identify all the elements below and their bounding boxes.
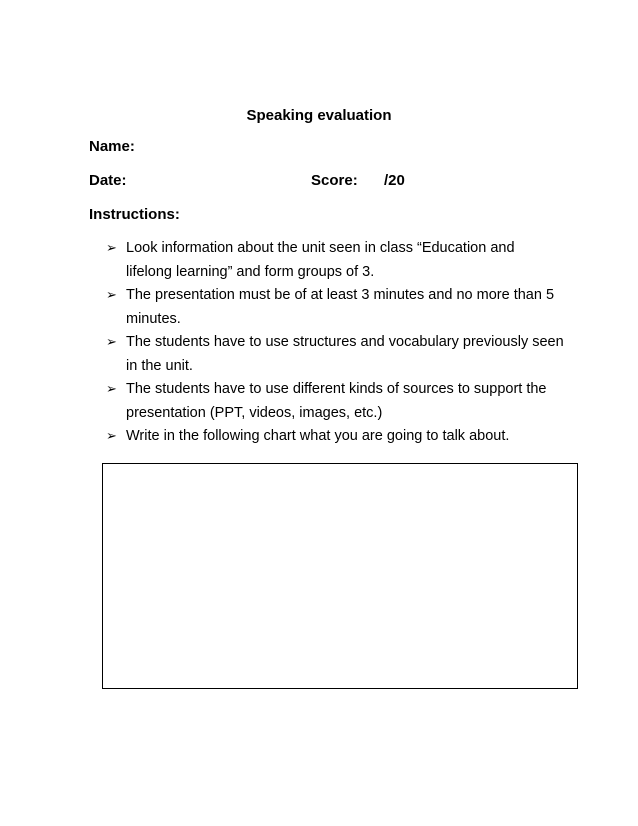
instruction-text: Write in the following chart what you are going to talk about. (126, 428, 510, 444)
name-label: Name: (89, 138, 135, 155)
arrowhead-bullet-icon: ➢ (106, 335, 117, 350)
arrowhead-bullet-icon: ➢ (106, 288, 117, 303)
score-value: /20 (384, 172, 405, 189)
instruction-text: The presentation must be of at least 3 minutes and no more than 5 minutes. (126, 287, 555, 327)
instruction-item (104, 237, 564, 284)
date-label: Date: (89, 172, 127, 189)
arrowhead-bullet-icon: ➢ (106, 241, 117, 256)
instruction-list (104, 237, 564, 449)
instruction-text: The students have to use different kinds of sources to support the presentation (PPT, videos, images, etc.) (126, 381, 547, 421)
instruction-item (104, 331, 564, 378)
instruction-text: Look information about the unit seen in class “Education and lifelong learning” and form groups of 3. (126, 240, 515, 280)
answer-chart-box[interactable] (102, 463, 578, 689)
instruction-item (104, 378, 564, 425)
page-title: Speaking evaluation (246, 107, 392, 124)
instructions-heading: Instructions: (89, 206, 180, 223)
arrowhead-bullet-icon: ➢ (106, 429, 117, 444)
arrowhead-bullet-icon: ➢ (106, 382, 117, 397)
instruction-text: The students have to use structures and vocabulary previously seen in the unit. (126, 334, 564, 374)
score-label: Score: (311, 172, 358, 189)
instruction-item (104, 425, 564, 449)
instruction-item (104, 284, 564, 331)
